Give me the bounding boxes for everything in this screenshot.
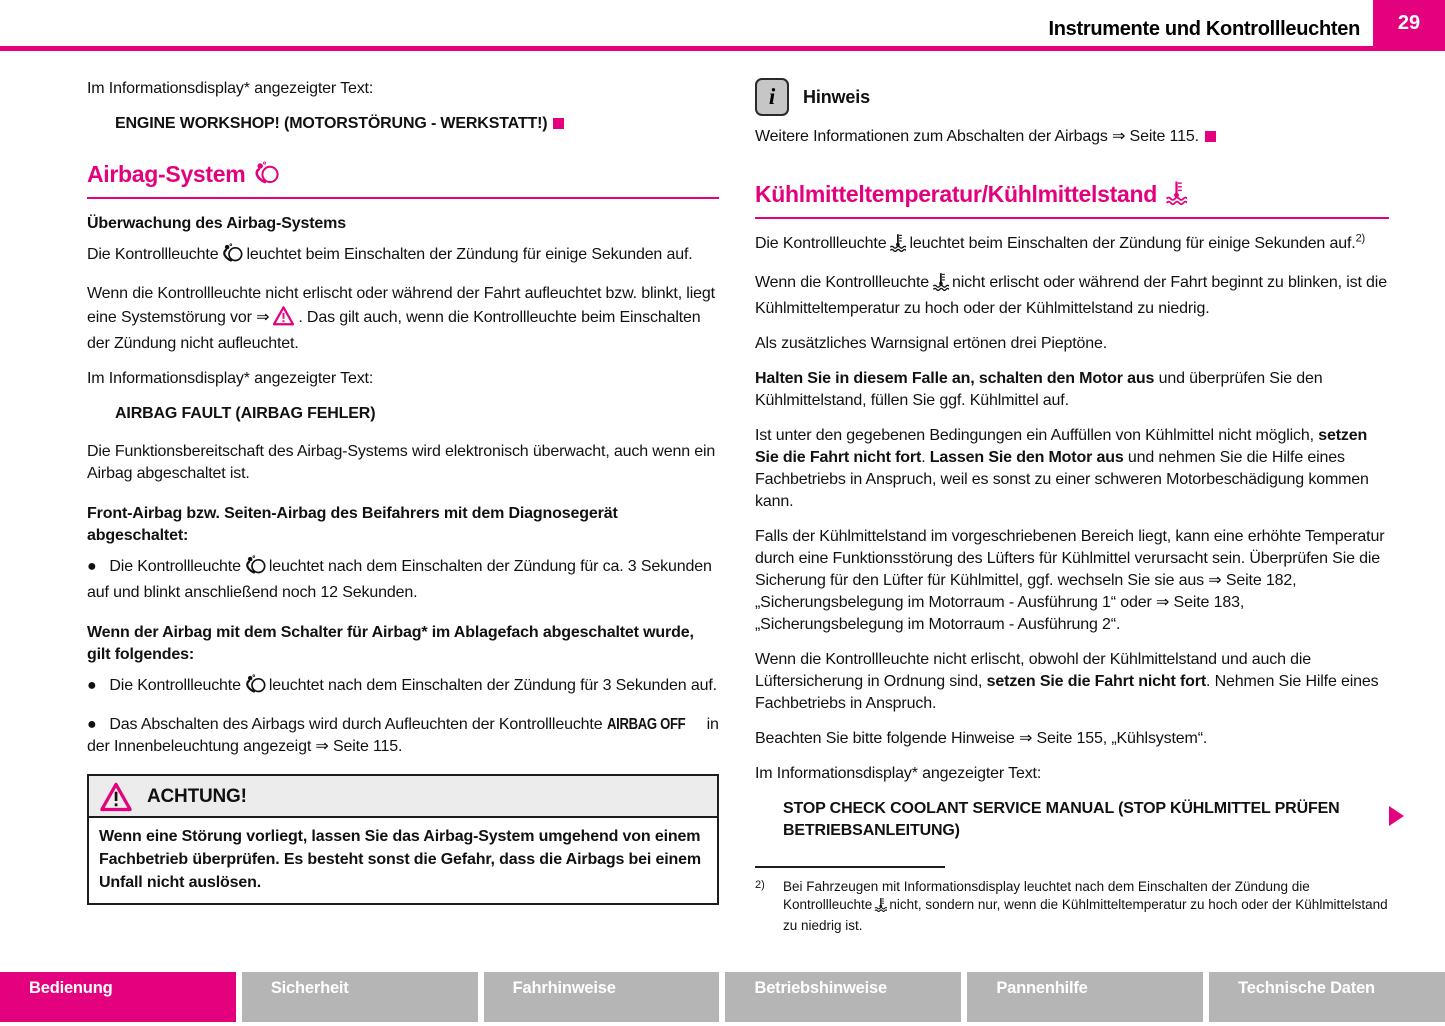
bullet-glyph: ● xyxy=(87,558,97,575)
airbag-off-indicator-label: AIRBAG OFF xyxy=(606,716,686,733)
footnote-rule xyxy=(755,866,945,868)
paragraph: Wenn die Kontrollleuchte nicht erlischt oder während der Fahrt beginnt zu blinken, ist die Kühlmitteltemperatur zu hoch oder der Kühlmittelstand zu niedrig. xyxy=(755,274,1387,317)
paragraph: Halten Sie in diesem Falle an, schalten den Motor aus und überprüfen Sie den Kühlmittelstand, füllen Sie ggf. Kühlmittel auf. xyxy=(755,370,1323,409)
tab-technische-daten[interactable]: Technische Daten xyxy=(1209,972,1445,1022)
bullet-item: ● Das Abschalten des Airbags wird durch Aufleuchten der Kontrollleuchte AIRBAG OFF in der Innenbeleuchtung angezeigt ⇒ Seite 115. xyxy=(87,716,719,755)
section-heading-airbag: Airbag-System xyxy=(87,161,719,199)
paragraph: Beachten Sie bitte folgende Hinweise ⇒ Seite 155, „Kühlsystem“. xyxy=(755,730,1208,747)
bullet-glyph: ● xyxy=(87,677,97,694)
coolant-icon xyxy=(889,233,906,259)
right-column xyxy=(755,51,1389,935)
end-of-topic-square xyxy=(1205,131,1216,142)
note-title: Hinweis xyxy=(803,87,870,107)
note-text: Weitere Informationen zum Abschalten der Airbags ⇒ Seite 115. xyxy=(755,126,1389,148)
airbag-icon xyxy=(244,555,266,582)
footnote-marker: 2) xyxy=(755,879,765,891)
warning-box-text: Wenn eine Störung vorliegt, lassen Sie das Airbag-System umgehend von einem Fachbetrieb überprüfen. Es besteht sonst die Gefahr, dass die Airbags bei einem Unfall nicht auslösen. xyxy=(99,828,701,891)
tab-betriebshinweise[interactable]: Betriebshinweise xyxy=(725,972,961,1022)
warning-triangle-icon xyxy=(272,305,295,333)
warning-box-title: ACHTUNG! xyxy=(147,785,247,807)
subheading: Front-Airbag bzw. Seiten-Airbag des Beifahrers mit dem Diagnosegerät abgeschaltet: xyxy=(87,505,618,544)
paragraph: Die Kontrollleuchte leuchtet beim Einschalten der Zündung für einige Sekunden auf.$^{2)}$ xyxy=(755,233,1389,259)
paragraph: Ist unter den gegebenen Bedingungen ein Auffüllen von Kühlmittel nicht möglich, setzen Sie die Fahrt nicht fort. Lassen Sie den Motor aus und nehmen Sie die Hilfe eines Fachbetriebs in Anspruch, weil es sonst zu einer schweren Motorbeschädigung kommen kann. xyxy=(755,427,1369,510)
page-title: Instrumente und Kontrollleuchten xyxy=(1048,18,1360,40)
coolant-icon xyxy=(1165,180,1187,210)
section-heading-coolant: Kühlmitteltemperatur/Kühlmittelstand xyxy=(755,180,1389,219)
footer-tab-bar xyxy=(0,972,1445,1022)
footnote-reference: 2) xyxy=(1355,232,1366,245)
airbag-icon xyxy=(244,674,266,701)
coolant-icon xyxy=(932,272,949,298)
paragraph: Wenn die Kontrollleuchte nicht erlischt oder während der Fahrt aufleuchtet bzw. blinkt, liegt eine Systemstörung vor ⇒ . Das gilt auch, wenn die Kontrollleuchte beim Einschalten der Zündung nicht aufleuchtet. xyxy=(87,285,715,352)
subheading: Überwachung des Airbag-Systems xyxy=(87,215,346,232)
airbag-icon xyxy=(221,243,243,270)
display-message: STOP CHECK COOLANT SERVICE MANUAL (STOP KÜHLMITTEL PRÜFEN BETRIEBSANLEITUNG) xyxy=(783,800,1340,839)
airbag-icon xyxy=(253,161,279,190)
display-intro-label: Im Informationsdisplay* angezeigter Text: xyxy=(755,765,1042,782)
bullet-glyph: ● xyxy=(87,716,97,733)
paragraph: Die Kontrollleuchte leuchtet beim Einschalten der Zündung für einige Sekunden auf. xyxy=(87,243,719,270)
display-intro-label: Im Informationsdisplay* angezeigter Text: xyxy=(87,80,374,97)
coolant-icon xyxy=(874,897,887,917)
warning-box-header xyxy=(89,776,717,818)
tab-pannenhilfe[interactable]: Pannenhilfe xyxy=(967,972,1203,1022)
display-message: AIRBAG FAULT (AIRBAG FEHLER) xyxy=(115,405,376,422)
display-intro-label: Im Informationsdisplay* angezeigter Text: xyxy=(87,370,374,387)
subheading: Wenn der Airbag mit dem Schalter für Airbag* im Ablagefach abgeschaltet wurde, gilt folgendes: xyxy=(87,624,694,663)
footnote-text: Bei Fahrzeugen mit Informationsdisplay leuchtet nach dem Einschalten der Zündung die Kontrollleuchte nicht, sondern nur, wenn die Kühlmitteltemperatur zu hoch oder der Kühlmittelstand zu niedrig ist. xyxy=(783,879,1388,933)
paragraph: Als zusätzliches Warnsignal ertönen drei Pieptöne. xyxy=(755,335,1108,352)
page-number-badge: 29 xyxy=(1373,0,1445,46)
end-of-topic-square xyxy=(553,118,564,129)
paragraph: Wenn die Kontrollleuchte nicht erlischt, obwohl der Kühlmittelstand und auch die Lüftersicherung in Ordnung sind, setzen Sie die Fahrt nicht fort. Nehmen Sie Hilfe eines Fachbetriebs in Anspruch. xyxy=(755,651,1379,712)
footnote xyxy=(755,866,1389,935)
bullet-item: ● Die Kontrollleuchte leuchtet nach dem Einschalten der Zündung für 3 Sekunden auf. xyxy=(87,674,719,701)
display-message: ENGINE WORKSHOP! (MOTORSTÖRUNG - WERKSTATT!) xyxy=(115,113,719,135)
page-continues-icon xyxy=(1389,806,1404,826)
tab-bedienung[interactable]: Bedienung xyxy=(0,972,236,1022)
info-icon: i xyxy=(755,78,789,116)
paragraph: Die Funktionsbereitschaft des Airbag-Systems wird elektronisch überwacht, auch wenn ein Airbag abgeschaltet ist. xyxy=(87,443,716,482)
bullet-item: ● Die Kontrollleuchte leuchtet nach dem Einschalten der Zündung für ca. 3 Sekunden auf und blinkt anschließend noch 12 Sekunden. xyxy=(87,555,719,604)
warning-box xyxy=(87,774,719,905)
note-header xyxy=(755,78,1389,116)
tab-fahrhinweise[interactable]: Fahrhinweise xyxy=(484,972,720,1022)
paragraph: Falls der Kühlmittelstand im vorgeschriebenen Bereich liegt, kann eine erhöhte Temperatur durch eine Funktionsstörung des Lüfters für Kühlmittel verursacht sein. Überprüfen Sie die Sicherung für den Lüfter für Kühlmittel, ggf. wechseln Sie sie aus ⇒ Seite 182, „Sicherungsbelegung im Motorraum - Ausführung 1“ oder ⇒ Seite 183, „Sicherungsbelegung im Motorraum - Ausführung 2“. xyxy=(755,528,1385,633)
left-column xyxy=(87,51,719,905)
warning-triangle-icon xyxy=(99,781,133,812)
tab-sicherheit[interactable]: Sicherheit xyxy=(242,972,478,1022)
